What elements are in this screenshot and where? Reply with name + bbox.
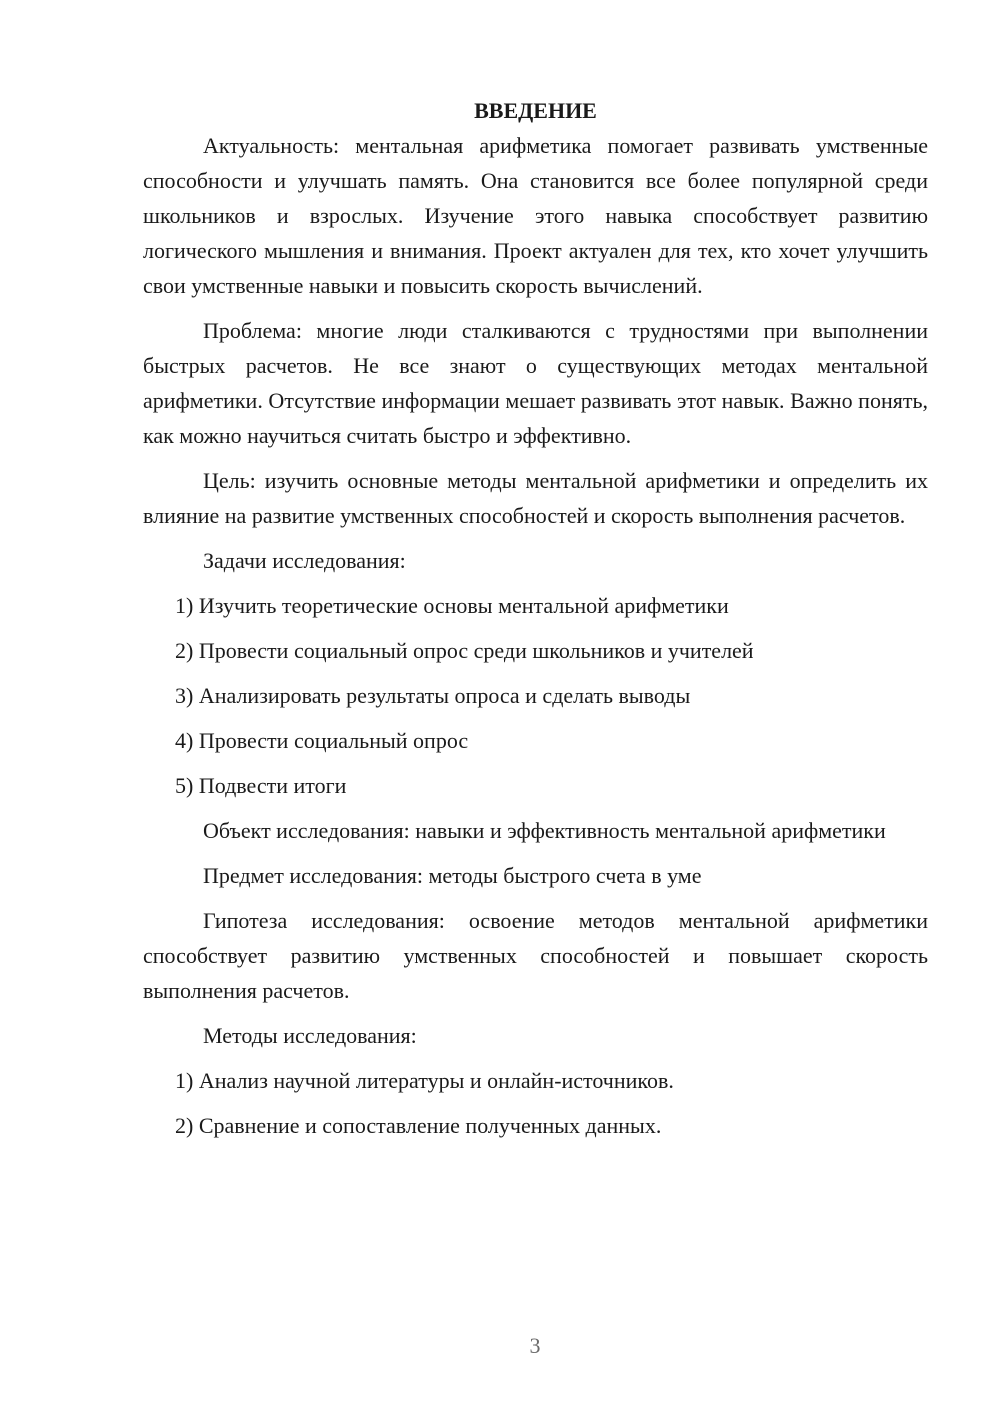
paragraph-problem: Проблема: многие люди сталкиваются с трудностями при выполнении быстрых расчетов. Не все знают о существующих методах ментальной арифметики. Отсутствие информации мешает развивать этот навык. Важно понять, как можно научиться считать быстро и эффективно.: [143, 318, 928, 448]
list-item: 5) Подвести итоги: [175, 773, 347, 798]
paragraph-hypothesis: Гипотеза исследования: освоение методов ментальной арифметики способствует развитию умственных способностей и повышает скорость выполнения расчетов.: [143, 908, 928, 1003]
methods-heading: Методы исследования:: [203, 1023, 417, 1048]
paragraph-object: Объект исследования: навыки и эффективность ментальной арифметики: [203, 818, 886, 843]
paragraph-goal: Цель: изучить основные методы ментальной арифметики и определить их влияние на развитие умственных способностей и скорость выполнения расчетов.: [143, 468, 928, 528]
page-number: 3: [529, 1333, 541, 1358]
tasks-list: [143, 588, 928, 803]
list-item: 4) Провести социальный опрос: [175, 728, 469, 753]
list-item: 2) Сравнение и сопоставление полученных данных.: [175, 1113, 662, 1138]
methods-list: [143, 1063, 928, 1143]
list-item: 3) Анализировать результаты опроса и сделать выводы: [175, 683, 691, 708]
page-title: ВВЕДЕНИЕ: [474, 98, 597, 123]
tasks-heading: Задачи исследования:: [203, 548, 406, 573]
list-item: 2) Провести социальный опрос среди школьников и учителей: [175, 638, 754, 663]
paragraph-relevance: Актуальность: ментальная арифметика помогает развивать умственные способности и улучшать память. Она становится все более популярной среди школьников и взрослых. Изучение этого навыка способствует развитию логического мышления и внимания. Проект актуален для тех, кто хочет улучшить свои умственные навыки и повысить скорость вычислений.: [143, 133, 928, 298]
paragraph-subject: Предмет исследования: методы быстрого счета в уме: [203, 863, 702, 888]
list-item: 1) Изучить теоретические основы ментальной арифметики: [175, 593, 729, 618]
list-item: 1) Анализ научной литературы и онлайн-источников.: [175, 1068, 674, 1093]
document-page: [143, 93, 928, 1143]
